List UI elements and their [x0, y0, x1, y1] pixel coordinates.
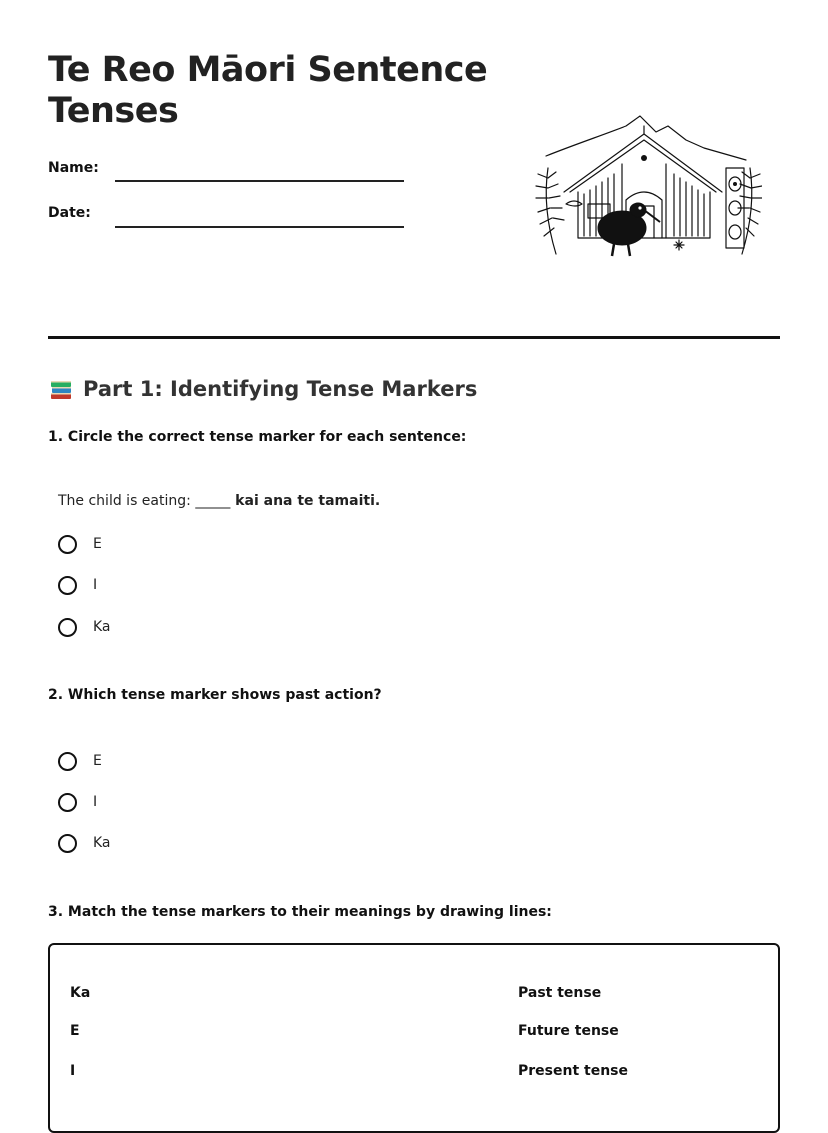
fern-left	[546, 168, 556, 254]
option-label: Ka	[93, 619, 111, 635]
match-marker-e[interactable]: E	[70, 1023, 80, 1039]
option-label: I	[93, 577, 98, 593]
marae-roof	[564, 134, 722, 192]
question-3: 3. Match the tense markers to their meanings by drawing lines:	[48, 904, 552, 920]
q1-prompt-blank: _____	[195, 493, 231, 509]
option-label: I	[93, 794, 98, 810]
radio-circle[interactable]	[58, 793, 77, 812]
name-line[interactable]	[115, 180, 404, 182]
q1-option-i[interactable]	[58, 573, 97, 597]
q1-option-e[interactable]	[58, 532, 102, 556]
match-meaning-present[interactable]: Present tense	[518, 1063, 629, 1079]
option-label: E	[93, 536, 102, 552]
radio-circle[interactable]	[58, 618, 77, 637]
match-meaning-future[interactable]: Future tense	[518, 1023, 619, 1039]
q1-option-ka[interactable]	[58, 615, 111, 639]
name-label: Name:	[48, 160, 99, 176]
worksheet-title: Te Reo Māori Sentence Tenses	[48, 50, 488, 131]
q1-prompt-bold: kai ana te tamaiti.	[230, 493, 381, 509]
part1-heading	[48, 374, 477, 404]
question-1: 1. Circle the correct tense marker for each sentence:	[48, 429, 467, 445]
section-divider	[48, 336, 780, 339]
match-marker-i[interactable]: I	[70, 1063, 76, 1079]
radio-circle[interactable]	[58, 752, 77, 771]
radio-circle[interactable]	[58, 535, 77, 554]
question-2: 2. Which tense marker shows past action?	[48, 687, 382, 703]
q2-option-i[interactable]	[58, 790, 97, 814]
matching-box	[48, 943, 780, 1133]
q1-prompt-text: The child is eating:	[58, 493, 196, 509]
marae-kiwi-illustration	[526, 108, 762, 264]
date-label: Date:	[48, 205, 91, 221]
part1-heading-text: Part 1: Identifying Tense Markers	[83, 377, 478, 401]
worksheet-page	[48, 0, 780, 1118]
q2-option-ka[interactable]	[58, 831, 111, 855]
books-icon	[48, 376, 74, 402]
mountain-outline	[546, 116, 746, 160]
radio-circle[interactable]	[58, 834, 77, 853]
match-meaning-past[interactable]: Past tense	[518, 985, 602, 1001]
q1-prompt	[58, 493, 380, 509]
kiwi-bird	[598, 203, 660, 256]
option-label: Ka	[93, 835, 111, 851]
radio-circle[interactable]	[58, 576, 77, 595]
match-marker-ka[interactable]: Ka	[70, 985, 91, 1001]
date-line[interactable]	[115, 226, 404, 228]
option-label: E	[93, 753, 102, 769]
q2-option-e[interactable]	[58, 749, 102, 773]
